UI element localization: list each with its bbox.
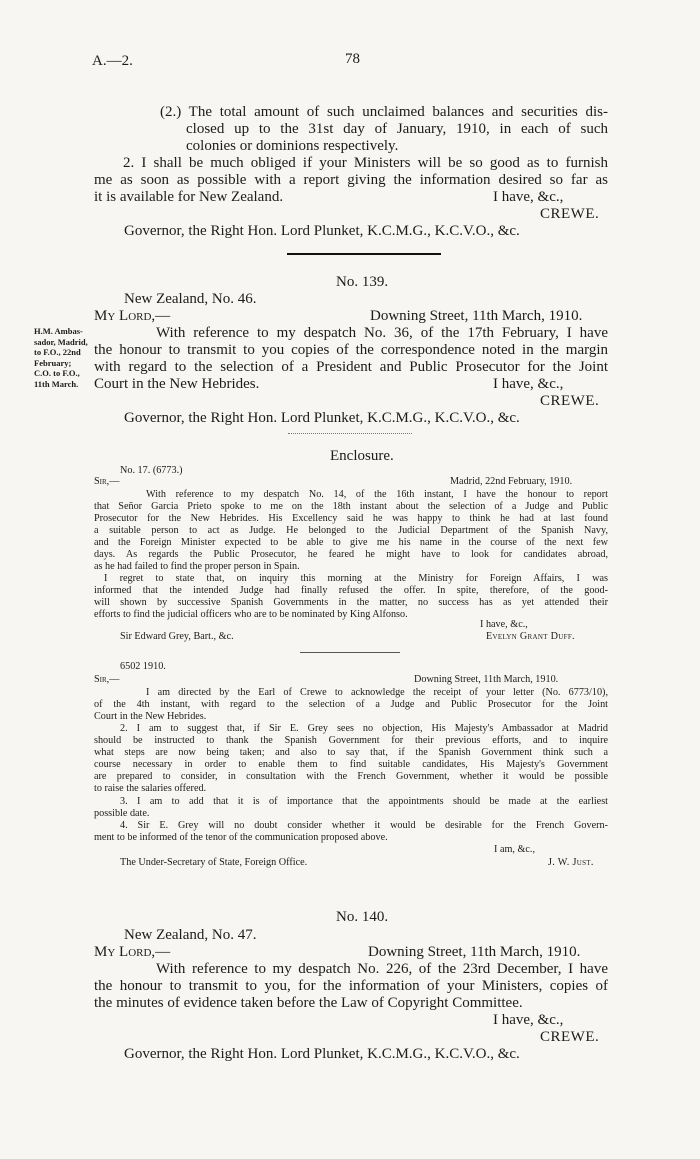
body-line: efforts to find the judicial officers who are to be nominated by King Alfonso. xyxy=(94,609,408,620)
body-line: 2. I shall be much obliged if your Ministers will be so good as to furnish xyxy=(123,155,608,171)
body-line: that Señor Garcia Prieto spoke to me on the 18th instant about the selection of a Judge and Public xyxy=(94,501,608,512)
addressee: Governor, the Right Hon. Lord Plunket, K.C.M.G., K.C.V.O., &c. xyxy=(124,223,520,239)
letter-ref: 6502 1910. xyxy=(120,661,166,672)
body-line: With reference to my despatch No. 226, of the 23rd December, I have xyxy=(156,961,608,977)
sign-off: I am, &c., xyxy=(494,844,536,855)
place-date: Downing Street, 11th March, 1910. xyxy=(368,944,581,960)
body-line: what steps are now being taken; and also to say that, if the Spanish Government think such a xyxy=(94,747,608,758)
body-line: will shown by successive Spanish Governments in the matter, no success has as yet attended their xyxy=(94,597,608,608)
addressee: Governor, the Right Hon. Lord Plunket, K.C.M.G., K.C.V.O., &c. xyxy=(124,1046,520,1062)
body-line: days. As regards the Public Prosecutor, he feared he might have to look for candidates abroad, xyxy=(94,549,608,560)
sign-off: I have, &c., xyxy=(493,1012,564,1028)
body-line: Court in the New Hebrides. xyxy=(94,376,260,392)
body-line: possible date. xyxy=(94,808,150,819)
body-line: to raise the salaries offered. xyxy=(94,783,207,794)
body-line: course necessary in order to enable them to find suitable candidates, His Majesty's Government xyxy=(94,759,608,770)
body-line: Prosecutor for the New Hebrides. His Excellency said he was happy to think he had at last found xyxy=(94,513,608,524)
signature: Evelyn Grant Duff. xyxy=(486,631,575,642)
sign-off: I have, &c., xyxy=(493,376,564,392)
body-line: informed that the intended Judge had finally refused the offer. In spite, therefore, of the good- xyxy=(94,585,608,596)
document-ref: A.—2. xyxy=(92,53,133,69)
salutation: Sir,— xyxy=(94,476,120,487)
body-line: it is available for New Zealand. xyxy=(94,189,284,205)
margin-note: H.M. Ambas-sador, Madrid, to F.O., 22nd February; C.O. to F.O., 11th March. xyxy=(34,326,88,389)
body-line: closed up to the 31st day of January, 1910, in each of such xyxy=(186,121,608,137)
recipient: Sir Edward Grey, Bart., &c. xyxy=(120,631,234,642)
letter-ref: No. 17. (6773.) xyxy=(120,465,183,476)
recipient: The Under-Secretary of State, Foreign Office. xyxy=(120,857,308,868)
body-line: With reference to my despatch No. 14, of the 16th instant, I have the honour to report xyxy=(146,489,608,500)
body-line: the honour to transmit to you copies of the correspondence noted in the margin xyxy=(94,342,608,358)
body-line: of the 4th instant, with regard to the selection of a Judge and Public Prosecutor for the Joint xyxy=(94,699,608,710)
salutation: Sir,— xyxy=(94,674,120,685)
body-line: the minutes of evidence taken before the Law of Copyright Committee. xyxy=(94,995,523,1011)
body-line: ment to be informed of the tenor of the communication proposed above. xyxy=(94,832,388,843)
body-line: me as soon as possible with a report giving the information desired so far as xyxy=(94,172,608,188)
signature: CREWE. xyxy=(540,393,600,409)
letter-divider xyxy=(300,652,400,653)
body-line: 2. I am to suggest that, if Sir E. Grey sees no objection, His Majesty's Ambassador at Madrid xyxy=(120,723,608,734)
body-line: Court in the New Hebrides. xyxy=(94,711,207,722)
body-line: I regret to state that, on inquiry this morning at the Ministry for Foreign Affairs, I was xyxy=(104,573,608,584)
body-line: a suitable person to act as Judge. He belonged to the Judicial Department of the Spanish Navy, xyxy=(94,525,608,536)
section-divider xyxy=(287,253,441,255)
salutation: My Lord,— xyxy=(94,944,171,960)
nz-reference: New Zealand, No. 46. xyxy=(124,291,257,307)
body-line: the honour to transmit to you, for the information of your Ministers, copies of xyxy=(94,978,608,994)
body-line: colonies or dominions respectively. xyxy=(186,138,399,154)
body-line: should be instructed to thank the Spanish Government for their previous efforts, and to inquire xyxy=(94,735,608,746)
signature: CREWE. xyxy=(540,206,600,222)
body-line: 3. I am to add that it is of importance that the appointments should be made at the earliest xyxy=(120,796,608,807)
body-line: 4. Sir E. Grey will no doubt consider whether it would be desirable for the French Govern- xyxy=(120,820,608,831)
body-line: and the Foreign Minister expected to be able to give me his name in the course of the next few xyxy=(94,537,608,548)
salutation: My Lord,— xyxy=(94,308,171,324)
body-line: as he had failed to find the proper person in Spain. xyxy=(94,561,300,572)
place-date: Madrid, 22nd February, 1910. xyxy=(450,476,573,487)
signature: CREWE. xyxy=(540,1029,600,1045)
enclosure-title: Enclosure. xyxy=(330,448,394,464)
despatch-title: No. 139. xyxy=(336,274,389,290)
sign-off: I have, &c., xyxy=(493,189,564,205)
place-date: Downing Street, 11th March, 1910. xyxy=(414,674,559,685)
despatch-title: No. 140. xyxy=(336,909,389,925)
signature: J. W. Just. xyxy=(548,857,594,868)
addressee: Governor, the Right Hon. Lord Plunket, K.C.M.G., K.C.V.O., &c. xyxy=(124,410,520,426)
sign-off: I have, &c., xyxy=(480,619,528,630)
body-line: are prepared to consider, in consultation with the French Government, whether it would be possible xyxy=(94,771,608,782)
body-line: (2.) The total amount of such unclaimed balances and securities dis- xyxy=(160,104,608,120)
nz-reference: New Zealand, No. 47. xyxy=(124,927,257,943)
page-number: 78 xyxy=(345,51,360,67)
body-line: with regard to the selection of a President and Public Prosecutor for the Joint xyxy=(94,359,608,375)
dotted-divider xyxy=(288,433,412,434)
body-line: I am directed by the Earl of Crewe to acknowledge the receipt of your letter (No. 6773/10), xyxy=(146,687,608,698)
place-date: Downing Street, 11th March, 1910. xyxy=(370,308,583,324)
body-line: With reference to my despatch No. 36, of the 17th February, I have xyxy=(156,325,608,341)
